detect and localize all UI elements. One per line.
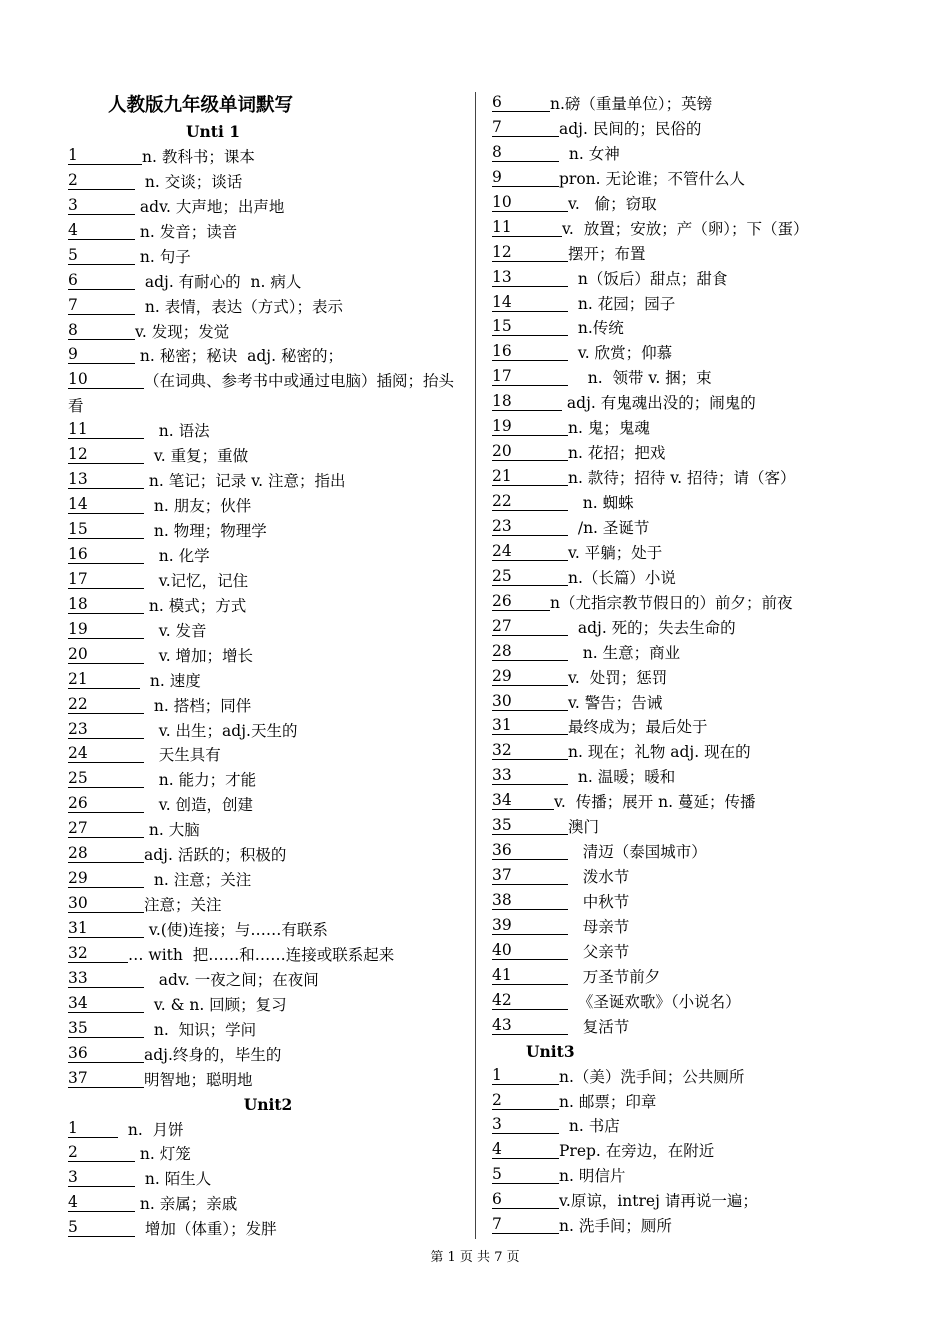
vocab-item	[68, 519, 468, 544]
answer-blank[interactable]: 11	[492, 219, 562, 237]
definition-text: （在词典、参考书中或通过电脑）插阅；抬头看	[68, 372, 455, 416]
definition-text: n.磅（重量单位）；英镑	[550, 95, 713, 113]
answer-blank[interactable]: 5	[68, 1219, 135, 1237]
left-column	[68, 92, 468, 1242]
definition-text: v. 增加；增长	[144, 646, 254, 665]
answer-blank[interactable]: 5	[492, 1166, 559, 1184]
answer-blank[interactable]: 30	[492, 693, 568, 711]
definition-text: 摆开；布置	[568, 244, 646, 263]
definition-text: n. 花园；园子	[568, 294, 676, 313]
vocab-item	[68, 1018, 468, 1043]
page-footer: 第 1 页 共 7 页	[430, 1250, 520, 1265]
definition-text: n. 秘密；秘诀 adj. 秘密的；	[135, 347, 343, 366]
vocab-item	[492, 666, 912, 691]
definition-text: adj. 民间的；民俗的	[559, 119, 702, 138]
definition-text: n. 速度	[140, 671, 201, 690]
definition-text: n. 书店	[559, 1117, 620, 1136]
definition-text: n. 语法	[144, 422, 210, 441]
definition-text: n. 温暖；暖和	[568, 768, 676, 787]
answer-blank[interactable]: 12	[68, 446, 144, 464]
vocab-item	[492, 1214, 912, 1239]
definition-text: 澳门	[568, 818, 600, 837]
definition-text: 母亲节	[568, 917, 630, 936]
answer-blank[interactable]: 7	[68, 297, 135, 315]
definition-text: n. 现在；礼物 adj. 现在的	[568, 743, 751, 762]
column-divider	[475, 92, 476, 1239]
vocab-item	[492, 167, 912, 192]
answer-blank[interactable]: 40	[492, 942, 568, 960]
definition-text: n. 花招；把戏	[568, 444, 666, 463]
vocab-item	[492, 292, 912, 317]
answer-blank[interactable]: 21	[492, 468, 568, 486]
definition-text: n. 款待；招待 v. 招待；请（客）	[568, 469, 796, 488]
answer-blank[interactable]: 34	[492, 792, 554, 810]
answer-blank[interactable]: 8	[68, 322, 135, 340]
answer-blank[interactable]: 23	[68, 721, 144, 739]
definition-text: n. 陌生人	[135, 1170, 212, 1189]
answer-blank[interactable]: 27	[68, 820, 144, 838]
answer-blank[interactable]: 4	[492, 1141, 559, 1159]
answer-blank[interactable]: 31	[492, 717, 568, 735]
definition-text: n.传统	[568, 319, 624, 338]
vocab-item	[68, 344, 468, 369]
vocab-item	[68, 320, 468, 345]
vocab-item	[68, 968, 468, 993]
vocab-item	[68, 943, 468, 968]
answer-blank[interactable]: 21	[68, 671, 140, 689]
vocab-item	[68, 719, 468, 744]
definition-text: n. 表情，表达（方式）；表示	[135, 297, 343, 316]
definition-text: 天生具有	[144, 746, 221, 765]
vocab-item	[68, 220, 468, 245]
right-column	[492, 92, 912, 1239]
answer-blank[interactable]: 41	[492, 967, 568, 985]
vocab-item	[492, 566, 912, 591]
vocab-item	[68, 669, 468, 694]
vocab-item	[68, 793, 468, 818]
answer-blank[interactable]: 31	[68, 920, 144, 938]
vocab-item	[68, 768, 468, 793]
vocab-item	[492, 341, 912, 366]
answer-blank[interactable]: 17	[68, 571, 144, 589]
vocab-item	[492, 1065, 912, 1090]
vocab-item	[68, 619, 468, 644]
answer-blank[interactable]: 20	[492, 443, 568, 461]
answer-blank[interactable]: 22	[68, 696, 144, 714]
definition-text: n. 发音；读音	[135, 222, 238, 241]
answer-blank[interactable]: 36	[68, 1045, 144, 1063]
answer-blank[interactable]: 3	[68, 197, 135, 215]
definition-text: v. 处罚；惩罚	[568, 668, 668, 687]
answer-blank[interactable]: 43	[492, 1017, 568, 1035]
definition-text: 万圣节前夕	[568, 967, 661, 986]
vocab-item	[68, 195, 468, 220]
answer-blank[interactable]: 13	[492, 269, 568, 287]
vocab-item	[492, 616, 912, 641]
answer-blank[interactable]: 9	[68, 346, 135, 364]
vocab-item	[68, 245, 468, 270]
vocab-item	[492, 715, 912, 740]
answer-blank[interactable]: 2	[492, 1092, 559, 1110]
answer-blank[interactable]: 3	[68, 1169, 135, 1187]
answer-blank[interactable]: 1	[68, 1120, 118, 1138]
vocab-item	[68, 918, 468, 943]
definition-text: n. 物理；物理学	[144, 522, 267, 541]
vocab-item	[68, 170, 468, 195]
vocab-item	[492, 591, 912, 616]
answer-blank[interactable]: 24	[68, 745, 144, 763]
vocab-item	[492, 840, 912, 865]
definition-text: v. 发音	[144, 621, 207, 640]
definition-text: adj.终身的，毕生的	[144, 1045, 282, 1064]
answer-blank[interactable]: 1	[68, 147, 142, 165]
unit3-list	[492, 1065, 912, 1240]
vocab-item	[68, 295, 468, 320]
definition-text: v.记忆，记住	[144, 571, 249, 590]
definition-text: n. 蜘蛛	[568, 494, 634, 512]
vocab-item	[68, 1068, 468, 1093]
definition-text: pron. 无论谁；不管什么人	[559, 169, 746, 188]
definition-text: 泼水节	[568, 868, 630, 887]
answer-blank[interactable]: 16	[492, 343, 568, 361]
vocab-item	[68, 419, 468, 444]
answer-blank[interactable]: 18	[492, 393, 562, 411]
vocab-item	[68, 993, 468, 1018]
definition-text: adj. 有鬼魂出没的；闹鬼的	[562, 394, 756, 413]
vocab-item	[492, 1139, 912, 1164]
answer-blank[interactable]: 13	[68, 471, 144, 489]
definition-text: n.（长篇）小说	[568, 568, 676, 587]
vocab-item	[492, 541, 912, 566]
definition-text: n. 搭档；同伴	[144, 696, 252, 715]
definition-text: adv. 大声地；出声地	[135, 197, 285, 216]
vocab-item	[68, 694, 468, 719]
definition-text: n. 笔记；记录 v. 注意；指出	[144, 472, 346, 491]
definition-text: n. 大脑	[144, 821, 200, 840]
definition-text: n. 邮票；印章	[559, 1092, 657, 1111]
answer-blank[interactable]: 29	[492, 668, 568, 686]
definition-text: n. 生意；商业	[568, 643, 681, 662]
vocab-item	[68, 569, 468, 594]
page-title: 人教版九年级单词默写	[108, 95, 294, 116]
definition-text: n. 女神	[559, 144, 620, 163]
definition-text: n. 灯笼	[135, 1145, 191, 1164]
vocab-item	[492, 740, 912, 765]
definition-text: Prep. 在旁边，在附近	[559, 1142, 715, 1161]
vocab-item	[492, 441, 912, 466]
unit2-list-left	[68, 1118, 468, 1243]
vocab-item	[68, 868, 468, 893]
definition-text: n. 月饼	[118, 1120, 184, 1139]
vocab-item	[492, 641, 912, 666]
definition-text: n. 注意；关注	[144, 871, 252, 890]
definition-text: 增加（体重）；发胖	[135, 1220, 277, 1239]
definition-text: v. 出生；adj.天生的	[144, 721, 298, 740]
vocab-item	[492, 391, 912, 416]
answer-blank[interactable]: 37	[68, 1070, 144, 1088]
answer-blank[interactable]: 25	[492, 568, 568, 586]
vocab-item	[68, 1142, 468, 1167]
vocab-item	[68, 1043, 468, 1068]
answer-blank[interactable]: 39	[492, 917, 568, 935]
answer-blank[interactable]: 3	[492, 1116, 559, 1134]
unit3-heading: Unit3	[526, 1041, 575, 1061]
definition-text: v.(使)连接；与……有联系	[144, 921, 328, 940]
definition-text: n（尤指宗教节假日的）前夕；前夜	[550, 593, 793, 612]
vocab-item	[492, 790, 912, 815]
answer-blank[interactable]: 33	[68, 970, 144, 988]
answer-blank[interactable]: 35	[492, 817, 568, 835]
vocab-item	[68, 893, 468, 918]
answer-blank[interactable]: 27	[492, 618, 568, 636]
answer-blank[interactable]: 25	[68, 770, 144, 788]
answer-blank[interactable]: 42	[492, 992, 568, 1010]
definition-text: v. 发现；发觉	[135, 322, 230, 341]
answer-blank[interactable]: 35	[68, 1020, 144, 1038]
vocab-item	[492, 316, 912, 341]
vocab-item	[492, 865, 912, 890]
definition-text: n. 知识；学问	[144, 1020, 257, 1039]
definition-text: 注意；关注	[144, 896, 222, 915]
definition-text: v. 欣赏；仰慕	[568, 344, 673, 363]
vocab-item	[492, 815, 912, 840]
vocab-item	[492, 217, 912, 242]
unit2-list-right	[492, 92, 912, 1040]
vocab-item	[68, 544, 468, 569]
answer-blank[interactable]: 20	[68, 646, 144, 664]
definition-text: 最终成为；最后处于	[568, 718, 708, 737]
vocab-item	[68, 369, 468, 419]
definition-text: v. 创造，创建	[144, 796, 254, 815]
definition-text: v. 警告；告诫	[568, 693, 663, 712]
vocab-item	[492, 990, 912, 1015]
answer-blank[interactable]: 19	[68, 621, 144, 639]
unit1-heading: Unti 1	[186, 122, 241, 141]
answer-blank[interactable]: 7	[492, 119, 559, 137]
unit2-heading: Unit2	[243, 1094, 293, 1114]
vocab-item	[492, 691, 912, 716]
answer-blank[interactable]: 6	[68, 272, 135, 290]
definition-text: n. 教科书；课本	[142, 147, 255, 166]
vocab-item	[492, 466, 912, 491]
answer-blank[interactable]: 10	[492, 194, 568, 212]
answer-blank[interactable]: 37	[492, 867, 568, 885]
vocab-item	[492, 142, 912, 167]
definition-text: n. 化学	[144, 546, 210, 565]
definition-text: adj. 死的；失去生命的	[568, 618, 736, 637]
vocab-item	[492, 192, 912, 217]
definition-text: 《圣诞欢歌》（小说名）	[568, 992, 741, 1011]
answer-blank[interactable]: 26	[68, 795, 144, 813]
vocab-item	[492, 915, 912, 940]
vocab-item	[492, 491, 912, 516]
vocab-item	[68, 818, 468, 843]
definition-text: v. 重复；重做	[144, 447, 249, 466]
definition-text: 复活节	[568, 1017, 630, 1036]
definition-text: n. 交谈；谈话	[135, 172, 243, 191]
definition-text: n. 亲属；亲戚	[135, 1195, 238, 1214]
definition-text: n. 洗手间；厕所	[559, 1217, 672, 1236]
answer-blank[interactable]: 7	[492, 1216, 559, 1234]
definition-text: n. 模式；方式	[144, 596, 247, 615]
answer-blank[interactable]: 36	[492, 842, 568, 860]
vocab-item	[492, 516, 912, 541]
vocab-item	[492, 1189, 912, 1214]
answer-blank[interactable]: 4	[68, 1194, 135, 1212]
definition-text: 父亲节	[568, 942, 630, 961]
vocab-item	[68, 1118, 468, 1143]
vocab-item	[492, 1114, 912, 1139]
answer-blank[interactable]: 4	[68, 222, 135, 240]
answer-blank[interactable]: 32	[68, 945, 128, 963]
definition-text: adv. 一夜之间；在夜间	[144, 970, 319, 989]
answer-blank[interactable]: 18	[68, 596, 144, 614]
vocab-item	[492, 366, 912, 391]
vocab-item	[492, 267, 912, 292]
vocab-item	[68, 743, 468, 768]
answer-blank[interactable]: 9	[492, 169, 559, 187]
definition-text: v. 平躺；处于	[568, 543, 663, 562]
answer-blank[interactable]: 2	[68, 1144, 135, 1162]
definition-text: n. 能力；才能	[144, 771, 257, 790]
vocab-item	[492, 1090, 912, 1115]
answer-blank[interactable]: 26	[492, 593, 550, 611]
answer-blank[interactable]: 5	[68, 247, 135, 265]
vocab-item	[68, 494, 468, 519]
answer-blank[interactable]: 28	[68, 845, 144, 863]
answer-blank[interactable]: 14	[492, 294, 568, 312]
definition-text: n.（美）洗手间；公共厕所	[559, 1067, 745, 1086]
answer-blank[interactable]: 33	[492, 767, 568, 785]
answer-blank[interactable]: 22	[492, 493, 568, 511]
vocab-item	[492, 242, 912, 267]
vocab-item	[492, 416, 912, 441]
answer-blank[interactable]: 30	[68, 895, 144, 913]
vocab-item	[68, 469, 468, 494]
definition-text: 中秋节	[568, 893, 630, 911]
vocab-item	[492, 765, 912, 790]
definition-text: v.原谅，intrej 请再说一遍；	[559, 1192, 758, 1211]
vocab-item	[68, 644, 468, 669]
definition-text: n. 领带 v. 捆；束	[568, 369, 712, 388]
vocab-item	[68, 270, 468, 295]
vocab-item	[492, 1015, 912, 1040]
answer-blank[interactable]: 11	[68, 421, 144, 439]
definition-text: n. 明信片	[559, 1167, 626, 1186]
answer-blank[interactable]: 8	[492, 144, 559, 162]
definition-text: n. 鬼；鬼魂	[568, 419, 650, 438]
answer-blank[interactable]: 12	[492, 244, 568, 262]
vocab-item	[492, 940, 912, 965]
answer-blank[interactable]: 29	[68, 870, 144, 888]
definition-text: 明智地；聪明地	[144, 1070, 253, 1089]
definition-text: v. & n. 回顾；复习	[144, 995, 287, 1014]
vocab-item	[68, 1167, 468, 1192]
answer-blank[interactable]: 28	[492, 643, 568, 661]
answer-blank[interactable]: 15	[492, 318, 568, 336]
vocab-item	[68, 1217, 468, 1242]
definition-text: v. 传播；展开 n. 蔓延；传播	[554, 793, 756, 812]
definition-text: 清迈（泰国城市）	[568, 843, 707, 862]
vocab-item	[68, 843, 468, 868]
answer-blank[interactable]: 19	[492, 418, 568, 436]
answer-blank[interactable]: 17	[492, 368, 568, 386]
vocab-item	[68, 1192, 468, 1217]
answer-blank[interactable]: 6	[492, 94, 550, 112]
answer-blank[interactable]: 6	[492, 1191, 559, 1209]
answer-blank[interactable]: 1	[492, 1067, 559, 1085]
definition-text: adj. 有耐心的 n. 病人	[135, 272, 302, 291]
definition-text: v. 放置；安放；产（卵）；下（蛋）	[562, 219, 809, 238]
definition-text: /n. 圣诞节	[568, 518, 650, 537]
definition-text: n. 句子	[135, 247, 191, 266]
definition-text: adj. 活跃的；积极的	[144, 846, 287, 865]
answer-blank[interactable]: 16	[68, 546, 144, 564]
definition-text: n（饭后）甜点；甜食	[568, 269, 728, 288]
vocab-item	[492, 965, 912, 990]
answer-blank[interactable]: 34	[68, 995, 144, 1013]
answer-blank[interactable]: 23	[492, 518, 568, 536]
answer-blank[interactable]: 14	[68, 496, 144, 514]
vocab-item	[492, 890, 912, 915]
answer-blank[interactable]: 24	[492, 543, 568, 561]
answer-blank[interactable]: 2	[68, 172, 135, 190]
vocab-item	[68, 145, 468, 170]
vocab-item	[68, 444, 468, 469]
definition-text: n. 朋友；伙伴	[144, 497, 252, 516]
definition-text: … with 把……和……连接或联系起来	[128, 945, 395, 964]
answer-blank[interactable]: 15	[68, 521, 144, 539]
vocab-item	[492, 92, 912, 117]
answer-blank[interactable]: 32	[492, 742, 568, 760]
vocab-item	[68, 594, 468, 619]
answer-blank[interactable]: 10	[68, 371, 144, 389]
answer-blank[interactable]: 38	[492, 892, 568, 910]
vocab-item	[492, 1164, 912, 1189]
unit1-list	[68, 145, 468, 1093]
definition-text: v. 偷；窃取	[568, 194, 657, 213]
vocab-item	[492, 117, 912, 142]
